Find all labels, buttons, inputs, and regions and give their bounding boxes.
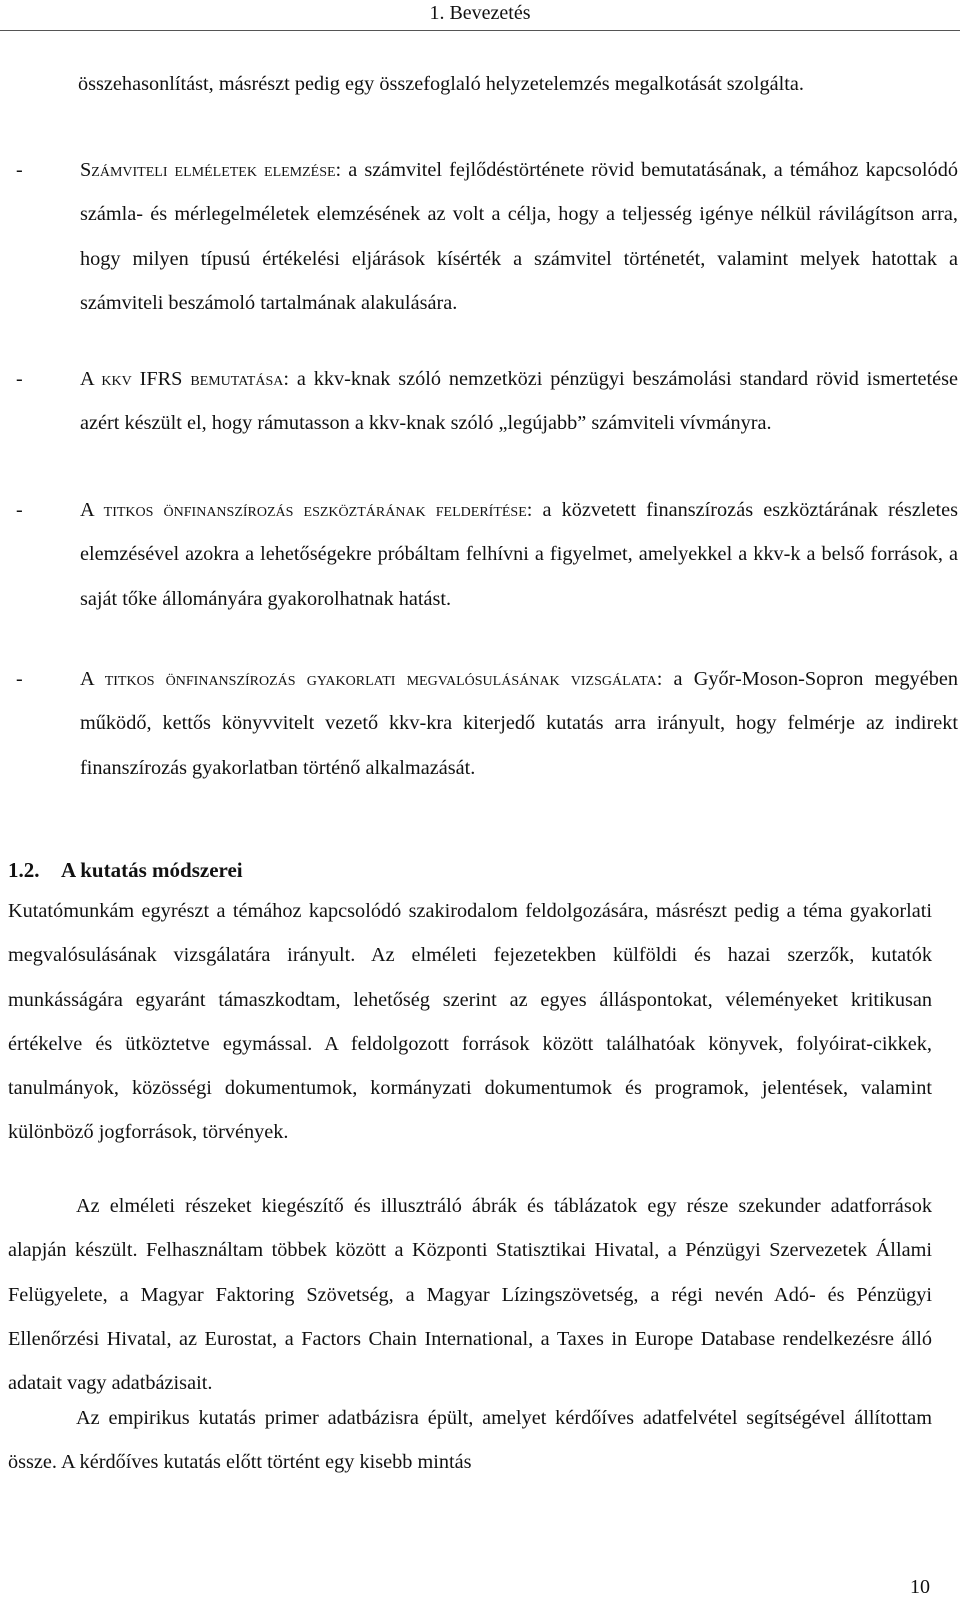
section-number: 1.2. <box>8 858 40 882</box>
header-title: 1. Bevezetés <box>429 2 531 24</box>
dash-bullet: - <box>16 499 23 521</box>
list-item-heading: A titkos önfinanszírozás eszköztárának felderítése: <box>80 499 533 521</box>
list-item-text <box>80 357 958 446</box>
page-number: 10 <box>910 1576 930 1598</box>
paragraph: Az elméleti részeket kiegészítő és illusztráló ábrák és táblázatok egy része szekunder adatforrások alapján készült. Felhasználtam többek között a Központi Statisztikai Hivatal, a Pénzügyi Szervezetek Állami Felügyelete, a Magyar Faktoring Szövetség, a Magyar Lízingszövetség, a régi nevén Adó- és Pénzügyi Ellenőrzési Hivatal, az Eurostat, a Factors Chain International, a Taxes in Europe Database rendelkezésre álló adatait vagy adatbázisait. <box>8 1195 932 1395</box>
dash-bullet: - <box>16 159 23 181</box>
list-item-text <box>80 488 958 621</box>
list-item-body: a számvitel fejlődéstörténete rövid bemutatásának, a témához kapcsolódó számla- és mérlegelméletek elemzésének az volt a célja, hogy a teljesség igénye nélkül rávilágítson arra, hogy milyen típusú értékelési eljárások kísérték a számvitel történetét, valamint melyek hatottak a számviteli beszámoló tartalmának alakulására. <box>80 159 958 314</box>
list-item-body: a kkv-knak szóló nemzetközi pénzügyi beszámolási standard rövid ismertetése azért készült el, hogy rámutasson a kkv-knak szóló „legújabb” számviteli vívmányra. <box>80 368 958 435</box>
list-item-heading: Számviteli elméletek elemzése: <box>80 159 342 181</box>
list-item-body: a közvetett finanszírozás eszköztárának részletes elemzésével azokra a lehetőségekre próbáltam felhívni a figyelmet, amelyekkel a kkv-k a belső források, a saját tőke állományára gyakorolhatnak hatást. <box>80 499 958 610</box>
list-item-heading: A titkos önfinanszírozás gyakorlati megvalósulásának vizsgálata: <box>80 668 663 690</box>
list-item-body: a Győr-Moson-Sopron megyében működő, kettős könyvvitelt vezető kkv-kra kiterjedő kutatás arra irányult, hogy felmérje az indirekt finanszírozás gyakorlatban történő alkalmazását. <box>80 668 958 779</box>
intro-continuation: összehasonlítást, másrészt pedig egy összefoglaló helyzetelemzés megalkotását szolgálta. <box>78 73 804 95</box>
section-title: A kutatás módszerei <box>61 858 243 882</box>
list-item-text <box>80 657 958 790</box>
section-heading <box>8 855 243 885</box>
running-header <box>0 0 960 31</box>
list-item-heading: A kkv IFRS bemutatása: <box>80 368 289 390</box>
paragraph: Kutatómunkám egyrészt a témához kapcsolódó szakirodalom feldolgozására, másrészt pedig a téma gyakorlati megvalósulásának vizsgálatára irányult. Az elméleti fejezetekben külföldi és hazai szerzők, kutatók munkásságára egyaránt támaszkodtam, lehetőség szerint az egyes álláspontokat, véleményeket kritikusan értékelve és ütköztetve egymással. A feldolgozott források között találhatóak könyvek, folyóirat-cikkek, tanulmányok, közösségi dokumentumok, kormányzati dokumentumok és programok, jelentések, valamint különböző jogforrások, törvények. <box>8 900 932 1144</box>
dash-bullet: - <box>16 368 23 390</box>
dash-bullet: - <box>16 668 23 690</box>
list-item-text <box>80 148 958 325</box>
paragraph: Az empirikus kutatás primer adatbázisra épült, amelyet kérdőíves adatfelvétel segítségével állítottam össze. A kérdőíves kutatás előtt történt egy kisebb mintás <box>8 1407 932 1474</box>
